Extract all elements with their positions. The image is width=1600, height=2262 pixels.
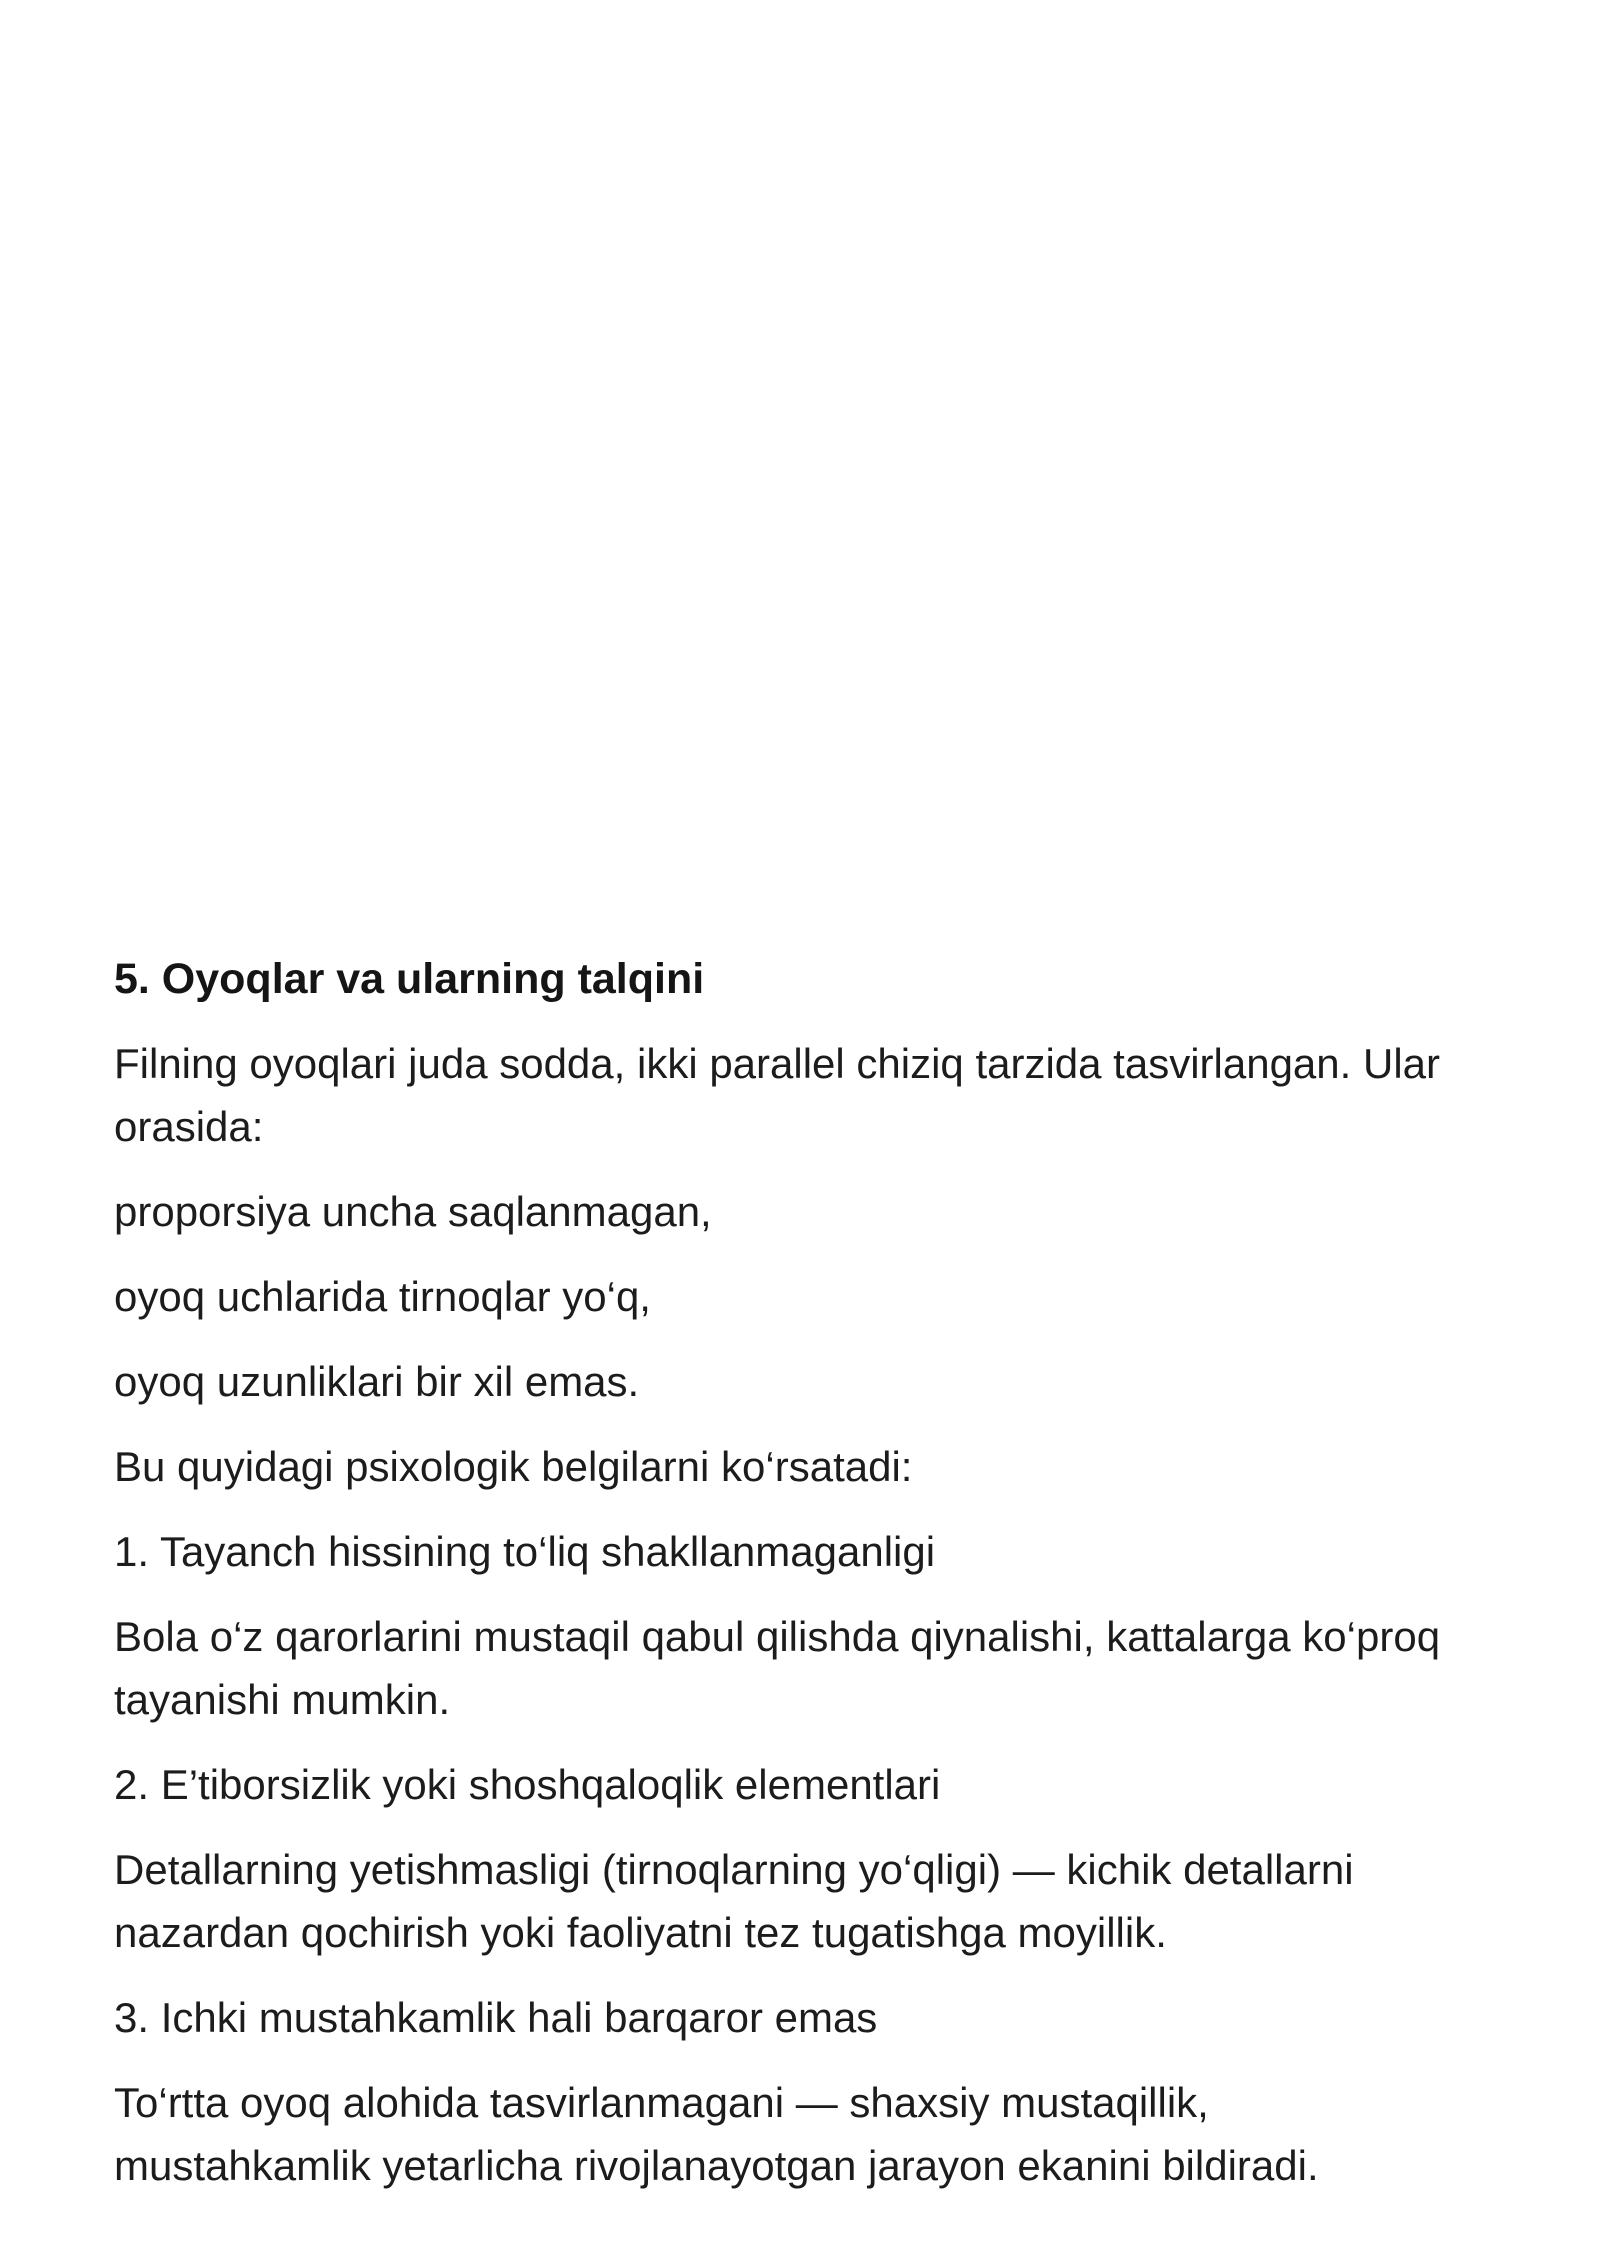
list-item-3-text: To‘rtta oyoq alohida tasvirlanmagani — shaxsiy mustaqillik, mustahkamlik yetarlicha rivojlanayotgan jarayon ekanini bildiradi. (114, 2079, 1319, 2189)
section-heading: 5. Oyoqlar va ularning talqini (114, 955, 705, 1003)
list-item-2-title: 2. E’tiborsizlik yoki shoshqaloqlik elementlari (114, 1761, 941, 1808)
paragraph-leg-length: oyoq uzunliklari bir xil emas. (114, 1358, 640, 1405)
document-body (114, 948, 1474, 2219)
list-item-1-text: Bola o‘z qarorlarini mustaqil qabul qilishda qiynalishi, kattalarga ko‘proq tayanishi mumkin. (114, 1613, 1441, 1723)
paragraph-signs-intro: Bu quyidagi psixologik belgilarni ko‘rsatadi: (114, 1443, 913, 1490)
paragraph-proportion: proporsiya uncha saqlanmagan, (114, 1188, 712, 1235)
list-item-2-text: Detallarning yetishmasligi (tirnoqlarning yo‘qligi) — kichik detallarni nazardan qochirish yoki faoliyatni tez tugatishga moyillik. (114, 1846, 1354, 1956)
list-item-3-title: 3. Ichki mustahkamlik hali barqaror emas (114, 1994, 878, 2041)
paragraph-claws: oyoq uchlarida tirnoqlar yo‘q, (114, 1273, 651, 1320)
paragraph-intro: Filning oyoqlari juda sodda, ikki parallel chiziq tarzida tasvirlangan. Ular orasida: (114, 1040, 1440, 1150)
list-item-1-title: 1. Tayanch hissining to‘liq shakllanmaganligi (114, 1528, 936, 1575)
